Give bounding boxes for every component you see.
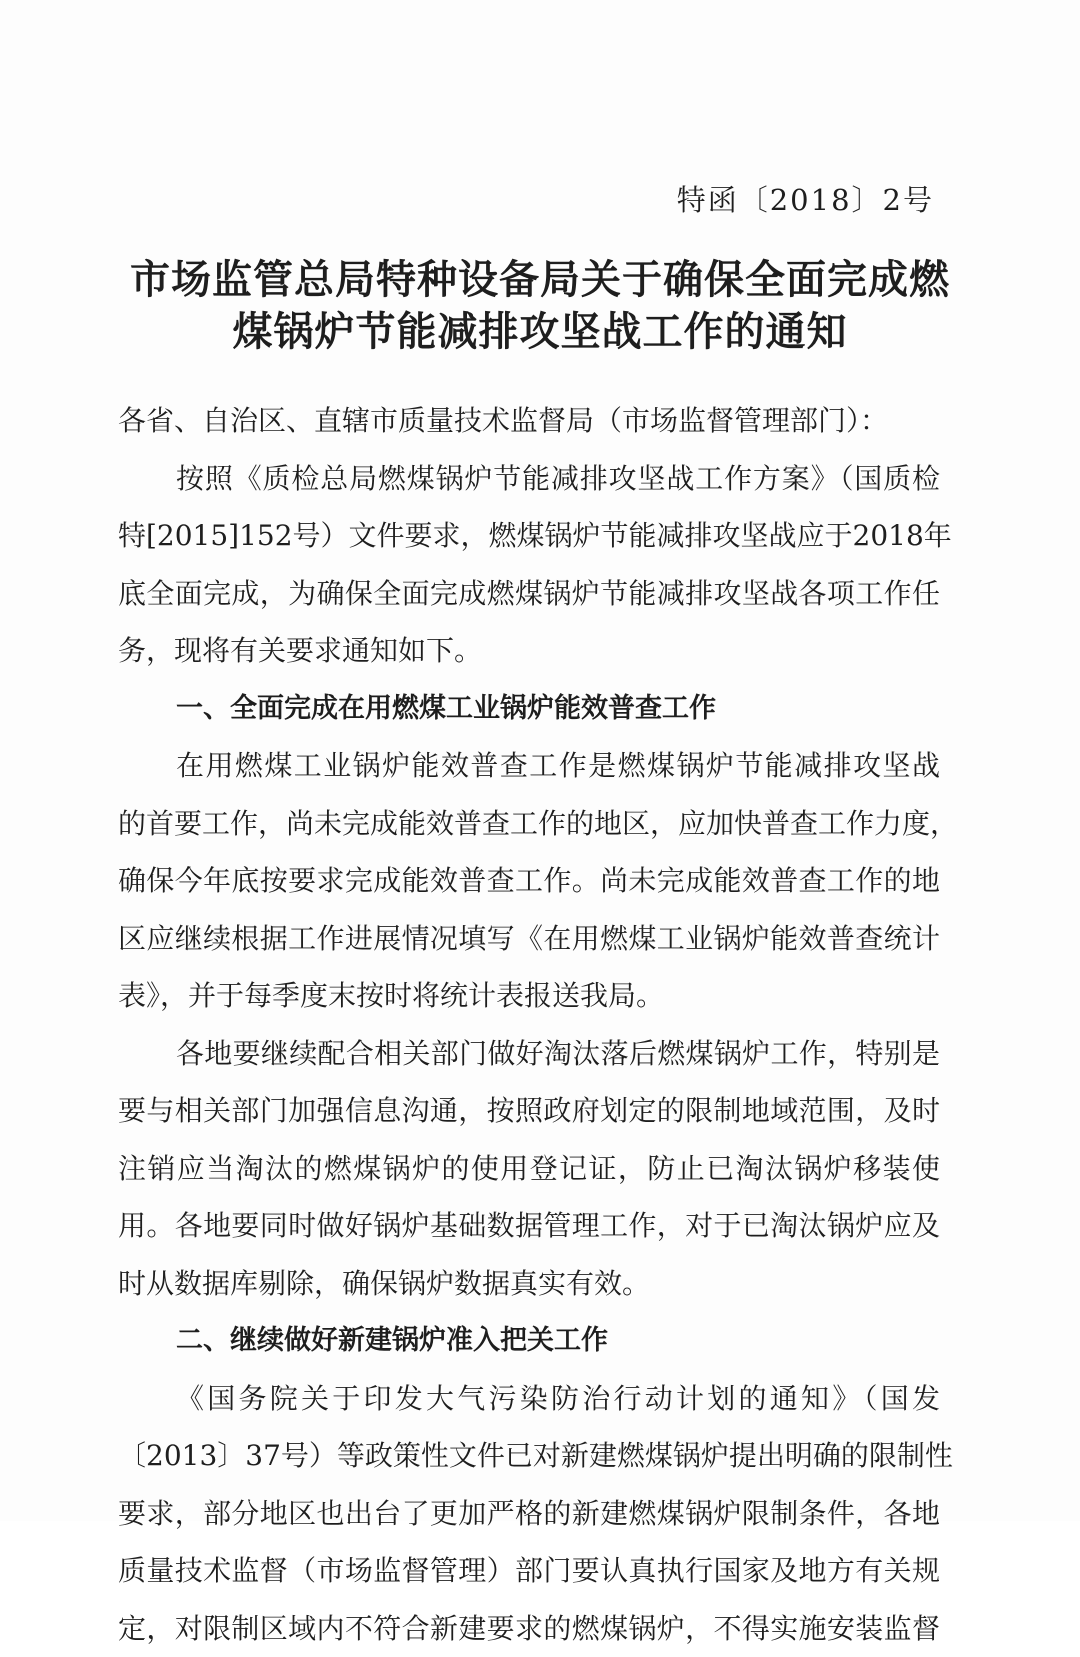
paragraph-line: 要求，部分地区也出台了更加严格的新建燃煤锅炉限制条件，各地 — [118, 1485, 940, 1543]
title-line: 煤锅炉节能减排攻坚战工作的通知 — [100, 306, 980, 358]
paragraph-line: 按照《质检总局燃煤锅炉节能减排攻坚战工作方案》（国质检 — [118, 450, 940, 508]
paragraph-line: 的首要工作，尚未完成能效普查工作的地区，应加快普查工作力度， — [118, 795, 940, 853]
section-heading: 二、继续做好新建锅炉准入把关工作 — [118, 1312, 940, 1370]
paragraph-line: 质量技术监督（市场监督管理）部门要认真执行国家及地方有关规 — [118, 1542, 940, 1600]
paragraph-line: 要与相关部门加强信息沟通，按照政府划定的限制地域范围，及时 — [118, 1082, 940, 1140]
paragraph-line: 注销应当淘汰的燃煤锅炉的使用登记证，防止已淘汰锅炉移装使 — [118, 1140, 940, 1198]
paragraph-line: 定，对限制区域内不符合新建要求的燃煤锅炉，不得实施安装监督 — [118, 1600, 940, 1657]
paragraph-line: 确保今年底按要求完成能效普查工作。尚未完成能效普查工作的地 — [118, 852, 940, 910]
paragraph-line: 〔2013〕37号）等政策性文件已对新建燃煤锅炉提出明确的限制性 — [118, 1427, 940, 1485]
paragraph-line: 在用燃煤工业锅炉能效普查工作是燃煤锅炉节能减排攻坚战 — [118, 737, 940, 795]
title-line: 市场监管总局特种设备局关于确保全面完成燃 — [100, 254, 980, 306]
paragraph-line: 时从数据库剔除，确保锅炉数据真实有效。 — [118, 1255, 940, 1313]
document-title — [100, 254, 980, 358]
paragraph-line: 用。各地要同时做好锅炉基础数据管理工作，对于已淘汰锅炉应及 — [118, 1197, 940, 1255]
document-number: 特函〔2018〕2号 — [677, 178, 934, 219]
section-heading: 一、全面完成在用燃煤工业锅炉能效普查工作 — [118, 680, 940, 738]
paragraph-line: 特[2015]152号）文件要求，燃煤锅炉节能减排攻坚战应于2018年 — [118, 507, 940, 565]
addressee: 各省、自治区、直辖市质量技术监督局（市场监督管理部门）： — [118, 392, 940, 450]
paragraph-line: 各地要继续配合相关部门做好淘汰落后燃煤锅炉工作，特别是 — [118, 1025, 940, 1083]
paragraph-line: 区应继续根据工作进展情况填写《在用燃煤工业锅炉能效普查统计 — [118, 910, 940, 968]
paragraph-line: 底全面完成，为确保全面完成燃煤锅炉节能减排攻坚战各项工作任 — [118, 565, 940, 623]
paragraph-line: 《国务院关于印发大气污染防治行动计划的通知》（国发 — [118, 1370, 940, 1428]
document-body — [118, 392, 940, 1657]
paragraph-line: 表》，并于每季度末按时将统计表报送我局。 — [118, 967, 940, 1025]
paragraph-line: 务，现将有关要求通知如下。 — [118, 622, 940, 680]
